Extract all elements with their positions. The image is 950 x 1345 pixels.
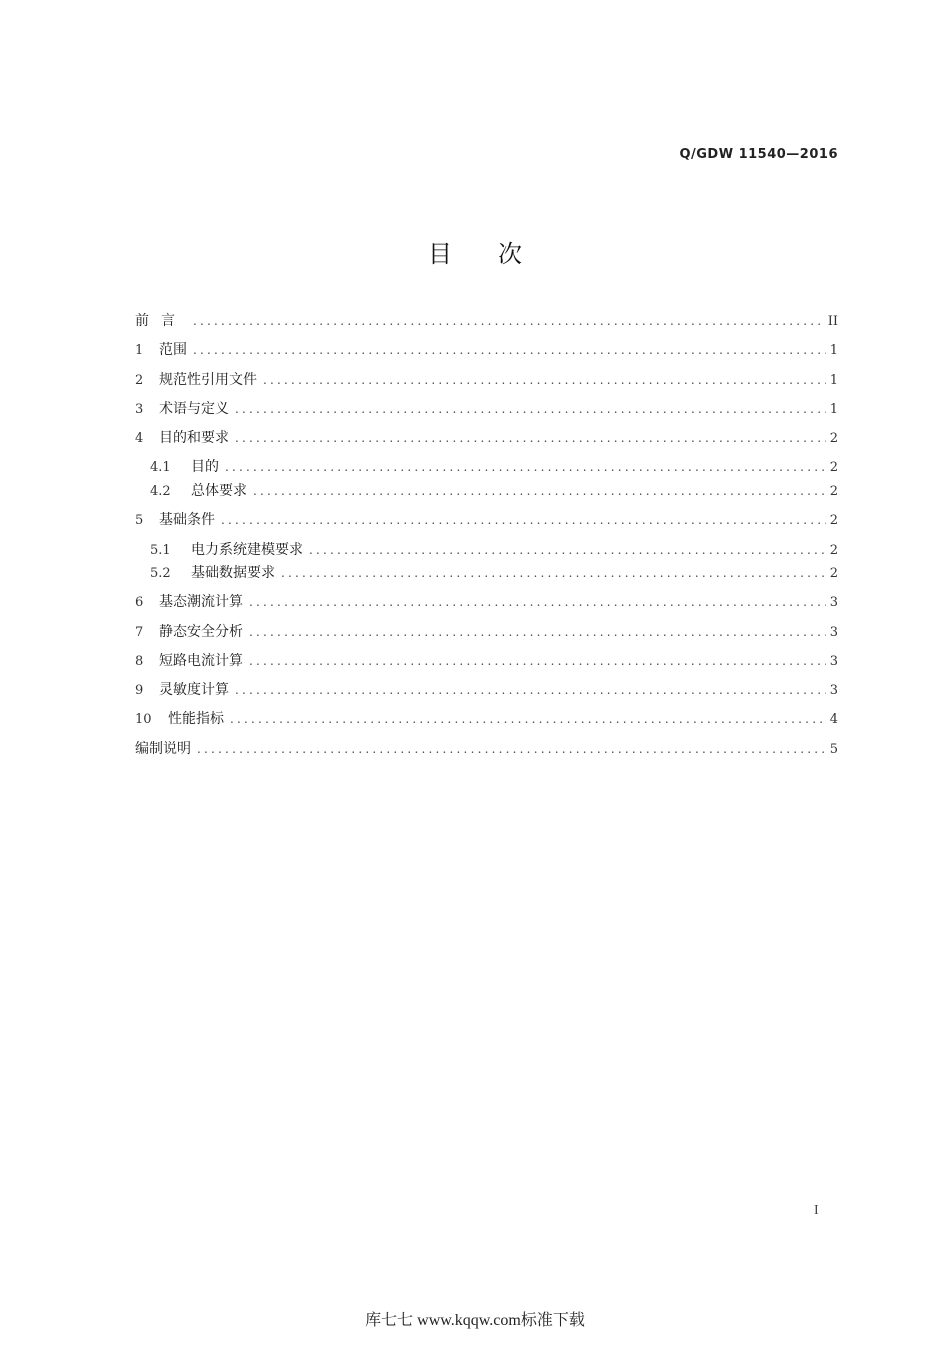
toc-entry-page: 1 [829, 343, 838, 358]
toc-leader-dots [193, 339, 826, 361]
toc-entry-label: 基础条件 [159, 512, 215, 528]
toc-entry-label: 静态安全分析 [159, 624, 243, 640]
toc-entry-label: 前言 [135, 313, 187, 329]
toc-entry-number: 8 [135, 654, 144, 669]
toc-leader-dots [263, 369, 826, 391]
toc-entry-page: II [827, 314, 838, 329]
toc-entry-label: 基态潮流计算 [159, 594, 243, 610]
toc-entry-8[interactable] [135, 650, 838, 672]
toc-entry-number: 5 [135, 513, 144, 528]
toc-entry-label: 灵敏度计算 [159, 682, 229, 698]
toc-entry-1[interactable] [135, 339, 838, 361]
standard-code: Q/GDW 11540—2016 [679, 147, 838, 162]
toc-entry-page: 2 [829, 513, 838, 528]
toc-entry-page: 1 [829, 402, 838, 417]
toc-entry-label: 总体要求 [191, 483, 247, 499]
toc-entry-label: 性能指标 [168, 711, 224, 727]
toc-entry-label: 基础数据要求 [191, 565, 275, 581]
page-title: 目次 [428, 240, 568, 268]
toc-entry-label: 编制说明 [135, 741, 191, 757]
toc-entry-page: 5 [829, 742, 838, 757]
toc-entry-4-1[interactable] [150, 456, 838, 478]
toc-leader-dots [230, 708, 826, 730]
toc-leader-dots [225, 456, 826, 478]
toc-leader-dots [221, 509, 826, 531]
toc-leader-dots [235, 398, 826, 420]
toc-entry-number: 9 [135, 683, 144, 698]
toc-entry-6[interactable] [135, 591, 838, 613]
toc-entry-page: 2 [829, 460, 838, 475]
toc-entry-number: 1 [135, 343, 144, 358]
toc-entry-number: 5.1 [150, 543, 171, 558]
toc-leader-dots [253, 480, 826, 502]
toc-entry-5[interactable] [135, 509, 838, 531]
toc-entry-compilation-notes[interactable] [135, 738, 838, 760]
toc-entry-foreword[interactable] [135, 310, 838, 332]
toc-entry-page: 2 [829, 566, 838, 581]
toc-entry-page: 1 [829, 373, 838, 388]
toc-entry-number: 3 [135, 402, 144, 417]
toc-entry-page: 3 [829, 625, 838, 640]
toc-entry-7[interactable] [135, 621, 838, 643]
page-number: I [814, 1203, 819, 1218]
toc-entry-number: 7 [135, 625, 144, 640]
toc-entry-9[interactable] [135, 679, 838, 701]
toc-entry-page: 3 [829, 654, 838, 669]
toc-entry-5-1[interactable] [150, 539, 838, 561]
toc-entry-label: 短路电流计算 [159, 653, 243, 669]
toc-entry-label: 电力系统建模要求 [191, 542, 303, 558]
toc-leader-dots [249, 591, 826, 613]
footer-watermark: 库七七 www.kqqw.com标准下载 [365, 1312, 585, 1329]
toc-entry-number: 4 [135, 431, 144, 446]
toc-entry-label: 术语与定义 [159, 401, 229, 417]
toc-leader-dots [281, 562, 826, 584]
toc-entry-number: 10 [135, 712, 152, 727]
toc-leader-dots [249, 650, 826, 672]
toc-leader-dots [193, 310, 824, 332]
toc-leader-dots [309, 539, 826, 561]
toc-entry-page: 2 [829, 543, 838, 558]
toc-leader-dots [249, 621, 826, 643]
toc-entry-page: 2 [829, 484, 838, 499]
toc-entry-4-2[interactable] [150, 480, 838, 502]
toc-entry-page: 3 [829, 595, 838, 610]
toc-leader-dots [235, 427, 826, 449]
toc-entry-page: 2 [829, 431, 838, 446]
toc-entry-label: 目的 [191, 459, 219, 475]
toc-entry-5-2[interactable] [150, 562, 838, 584]
toc-entry-number: 5.2 [150, 566, 171, 581]
toc-entry-number: 2 [135, 373, 144, 388]
toc-entry-page: 3 [829, 683, 838, 698]
toc-leader-dots [235, 679, 826, 701]
toc-entry-10[interactable] [135, 708, 838, 730]
toc-entry-number: 4.2 [150, 484, 171, 499]
toc-entry-label: 规范性引用文件 [159, 372, 257, 388]
toc-entry-label: 范围 [159, 342, 187, 358]
toc-entry-page: 4 [829, 712, 838, 727]
toc-entry-2[interactable] [135, 369, 838, 391]
toc-entry-number: 4.1 [150, 460, 171, 475]
toc-entry-number: 6 [135, 595, 144, 610]
toc-leader-dots [197, 738, 826, 760]
toc-entry-3[interactable] [135, 398, 838, 420]
toc-entry-label: 目的和要求 [159, 430, 229, 446]
toc-entry-4[interactable] [135, 427, 838, 449]
